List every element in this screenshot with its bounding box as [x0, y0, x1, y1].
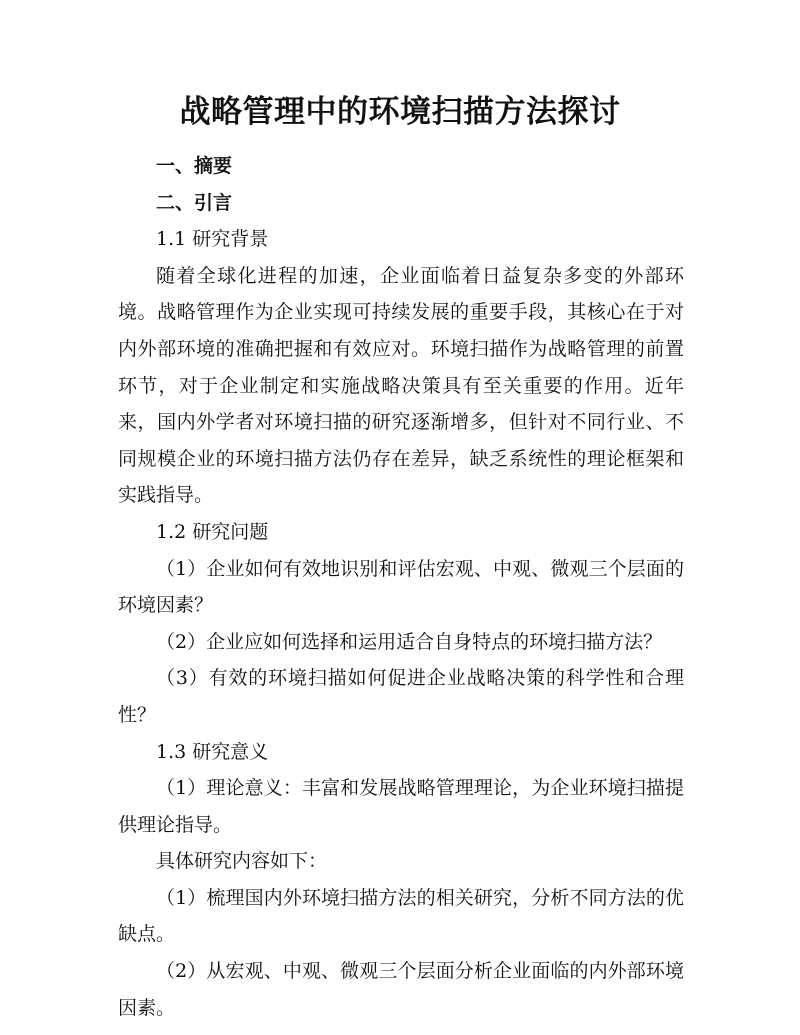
document-body [118, 148, 684, 1026]
research-content-2: （2）从宏观、中观、微观三个层面分析企业面临的内外部环境因素。 [118, 960, 684, 1019]
section-heading-introduction: 二、引言 [156, 191, 233, 214]
research-content-intro: 具体研究内容如下： [156, 850, 328, 873]
research-question-1: （1）企业如何有效地识别和评估宏观、中观、微观三个层面的环境因素？ [118, 557, 684, 617]
background-paragraph: 随着全球化进程的加速，企业面临着日益复杂多变的外部环境。战略管理作为企业实现可持续发展的重要手段，其核心在于对内外部环境的准确把握和有效应对。环境扫描作为战略管理的前置环节，对于企业制定和实施战略决策具有至关重要的作用。近年来，国内外学者对环境扫描的研究逐渐增多，但针对不同行业、不同规模企业的环境扫描方法仍存在差异，缺乏系统性的理论框架和实践指导。 [118, 264, 684, 507]
subsection-heading-background: 1.1 研究背景 [156, 228, 269, 251]
research-question-3: （3）有效的环境扫描如何促进企业战略决策的科学性和合理性？ [118, 667, 684, 726]
subsection-heading-questions: 1.2 研究问题 [156, 520, 269, 543]
significance-item-1: （1）理论意义：丰富和发展战略管理理论，为企业环境扫描提供理论指导。 [118, 777, 684, 836]
research-question-2: （2）企业应如何选择和运用适合自身特点的环境扫描方法？ [156, 630, 663, 653]
document-title: 战略管理中的环境扫描方法探讨 [179, 94, 621, 130]
research-content-1: （1）梳理国内外环境扫描方法的相关研究，分析不同方法的优缺点。 [118, 886, 684, 946]
section-heading-abstract: 一、摘要 [156, 155, 233, 177]
subsection-heading-significance: 1.3 研究意义 [156, 740, 269, 763]
